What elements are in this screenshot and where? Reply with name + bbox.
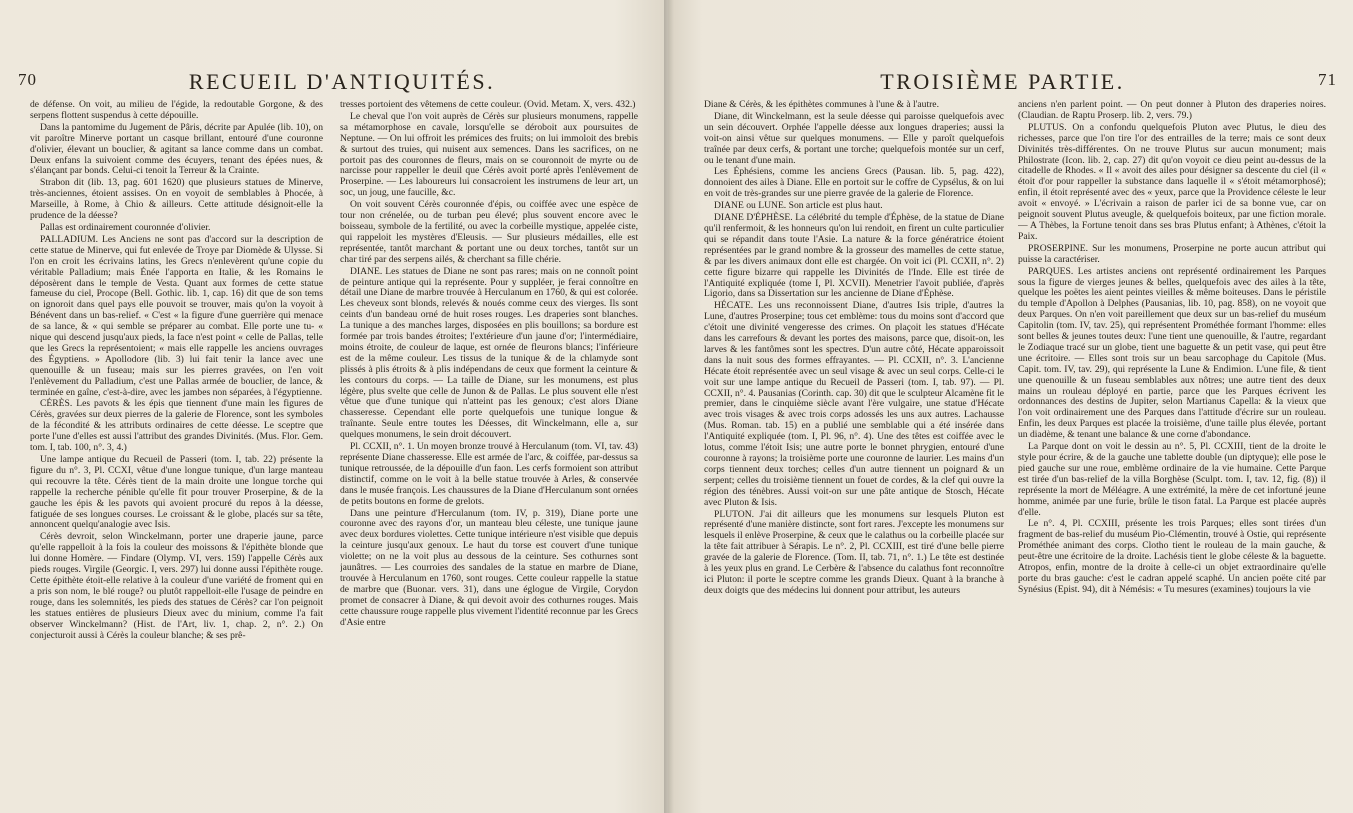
paragraph: de défense. On voit, au milieu de l'égide, la redoutable Gorgone, & des serpens flottent suspendus à cette dépouille. xyxy=(30,100,323,121)
right-page xyxy=(668,0,1353,813)
paragraph: Les Éphésiens, comme les anciens Grecs (Pausan. lib. 5, pag. 422), donnoient des ailes à Diane. Elle en portoit sur le coffre de Cypsélus, & on lui en voit de très-grandes sur une pierre gravée de la galerie de Florence. xyxy=(704,166,1004,200)
running-title: RECUEIL D'ANTIQUITÉS. xyxy=(188,69,496,94)
paragraph: Le cheval que l'on voit auprès de Cérès sur plusieurs monumens, rappelle sa métamorphose en cavale, lorsqu'elle se déroboit aux poursuites de Neptune. — On lui offroit les prémices des fruits; on lui immoloit des brebis & surtout des truies, qui nuisent aux semences. Dans les sacrifices, on ne portoit pas des couronnes de fleurs, mais on se couronnoit de myrte ou de narcisse pour rappeller le deuil que Cérès avoit porté après l'enlèvement de Proserpine. — Les laboureurs lui consacroient les instrumens de leur art, un soc, un joug, une faucille, &c. xyxy=(340,110,638,199)
paragraph: PLUTUS. On a confondu quelquefois Pluton avec Plutus, le dieu des richesses, parce que l'on tire l'or des entrailles de la terre; mais ce sont deux Divinités très-différentes. On ne trouve Plutus sur aucun monument; mais Philostrate (Icon. lib. 2, cap. 27) dit qu'on voyoit ce dieu peint au-dessus de la citadelle de Rhodes. « Il « avoit des ailes pour désigner sa descente du ciel (il « étoit d'or pour rappeller la substance dans laquelle il « s'étoit métamorphosé); enfin, il étoit représenté avec des « yeux, parce que la Providence céleste le leur avoit « envoyé. » L'écrivain a raison de parler ici de sa bonne vue, car on peignoit souvent Plutus aveugle, & quelquefois boiteux, par une fiction morale. — A Thèbes, la Fortune tenoit dans ses bras Plutus enfant; à Athènes, c'étoit la Paix. xyxy=(1018,121,1326,242)
paragraph: La Parque dont on voit le dessin au n°. 5, Pl. CCXIII, tient de la droite le style pour écrire, & de la gauche une tablette double (un diptyque); elle pose le pied gauche sur une roue, emblème ordinaire de la vie humaine. Cette Parque est tirée d'un bas-relief de la villa Borghèse (Sculpt. tom. I, tav. 12, fig. (8)) il représente la mort de Méléagre. A une extrémité, la mère de cet infortuné jeune homme, animée par une furie, brûle le tison fatal. La Parque est placée auprès d'elle. xyxy=(1018,441,1326,518)
paragraph: anciens n'en parlent point. — On peut donner à Pluton des draperies noires. (Claudian. de Raptu Proserp. lib. 2, vers. 79.) xyxy=(1018,100,1326,121)
paragraph: DIANE D'ÉPHÈSE. La célébrité du temple d'Éphèse, de la statue de Diane qu'il renfermoit, & les honneurs qu'on lui rendoit, en firent un culte particulier qui se répandit dans toute l'Asie. La nature & la force génératrice étoient représentées par le grand nombre & la grosseur des mamelles de cette statue, & par les divers animaux dont elle est chargée. On voit ici (Pl. CCXII, n°. 2) cette figure bizarre qui rappelle les Divinités de l'Inde. Elle est tirée de l'Antiquité expliquée (tome I, Pl. XCVII). Menetrier l'avoit publiée, d'après Ligorio, dans sa Dissertation sur les ancienne de Diane d'Éphèse. xyxy=(704,212,1004,300)
page-number: 70 xyxy=(18,70,37,89)
left-column-1 xyxy=(30,100,323,800)
left-page-header xyxy=(18,70,642,100)
left-page xyxy=(0,0,668,813)
paragraph: On voit souvent Cérès couronnée d'épis, ou coiffée avec une espèce de tour non crénelée, ou de turban peu élevé; plus souvent encore avec le boisseau, symbole de la fertilité, ou avec la corbeille mystique, appelée ciste, qui rappeloit les mystères d'Eleusis. — Sur plusieurs médailles, elle est représentée, tantôt marchant & portant une ou deux torches, tantôt sur un char tiré par des serpens ailés, & cherchant sa fille chérie. xyxy=(340,199,638,265)
paragraph: Diane & Cérès, & les épithètes communes à l'une & à l'autre. xyxy=(704,100,939,110)
page-number: 71 xyxy=(1318,70,1337,89)
paragraph: Le n°. 4, Pl. CCXIII, présente les trois Parques; elles sont tirées d'un fragment de bas-relief du muséum Pio-Clémentin, trouvé à Ostie, qui représente Prométhée animant des corps. Clotho tient le rouleau de la main gauche, & peut-être une écritoire de la droite. Lachésis tient le globe céleste & la baguette. Atropos, enfin, montre de la droite à celle-ci un objet extraordinaire qu'elle porte du bras gauche: c'est le cadran appelé scaphé. Un ancien poëte cité par Synésius (Epist. 94), dit à Némésis: « Tu mesures (examines) toujours la vie xyxy=(1018,518,1326,595)
paragraph: Pallas est ordinairement couronnée d'olivier. xyxy=(40,221,211,233)
right-column-1 xyxy=(704,100,1004,800)
paragraph: Dans une peinture d'Herculanum (tom. IV, p. 319), Diane porte une couronne avec des rayons d'or, un manteau bleu céleste, une tunique jaune avec deux bordures violettes. Cette tunique intérieure n'est visible que depuis la ceinture jusqu'aux genoux. Le haut du torse est couvert d'une tunique violette; on ne la voit plus au dessous de la ceinture. Ses cothurnes sont jaunâtres. — Les courroies des sandales de la statue en marbre de Diane, trouvée à Herculanum en 1760, sont rouges. Cette couleur rappelle la statue de marbre que (Buonar. vers. 31), dans une églogue de Virgile, Corydon promet de consacrer à Diane, & qui devoit avoir des cothurnes rouges. Mais cette chaussure rouge rappelle plus vivement l'identité reconnue par les Grecs d'Asie entre xyxy=(340,507,638,628)
paragraph: HÉCATE. Les uns reconnoissent Diane, d'autres Isis triple, d'autres la Lune, d'autres Proserpine; tous cet emblème: tous du moins sont d'accord que c'étoit une divinité vengeresse des crimes. On plaçoit les statues d'Hécate dans les carrefours & devant les portes des maisons, parce que, disoit-on, les larves & les fantômes sont les spectres. D'un autre côté, Hécate apparoissoit dans la nuit sous des formes effrayantes. — Pl. CCXII, n°. 3. L'ancienne Hécate étoit représentée avec un seul visage & avec un seul corps. Celle-ci le voit sur une lampe antique du Recueil de Passeri (tom. I, tab. 97). — Pl. CCXII, n°. 4. Pausanias (Corinth. cap. 30) dit que le sculpteur Alcamène fit le premier, dans le cinquième siècle avant l'ère vulgaire, une statue d'Hécate avec trois visages & avec trois corps adossés les uns aux autres. Lachausse (Mus. Roman. tab. 15) en a publié une semblable qui a été insérée dans l'Antiquité expliquée (tom. I, Pl. 96, n°. 4). Une des têtes est coiffée avec le lotus, comme l'étoit Isis; une autre porte le bonnet phrygien, entouré d'une couronne à rayons; la troisième porte une couronne de laurier. Les mains d'un corps tiennent deux torches; celles d'un autre tiennent un poignard & un serpent; celles du troisième tiennent un fouet de cordes, & la clef qui ouvre la région des ténèbres. Aussi voit-on sur une pâte antique de Stosch, Hécate avec Pluton & Isis. xyxy=(704,300,1004,508)
paragraph: Une lampe antique du Recueil de Passeri (tom. I, tab. 22) présente la figure du n°. 3, Pl. CCXI, vêtue d'une longue tunique, d'un large manteau qui recouvre la tête. Cérès tient de la main droite une longue torche qui rappelle la recherche pénible qu'elle fit pour trouver Proserpine, & de la gauche les épis & les pavots qui avoient procuré du repos à la déesse, fatiguée de ses longues courses. Le croissant & le globe, placés sur sa tête, annoncent quelqu'analogie avec Isis. xyxy=(30,454,323,531)
paragraph: Diane, dit Winckelmann, est la seule déesse qui paroisse quelquefois avec un sein découvert. Orphée l'appelle déesse aux longues draperies; aussi la voit-on ainsi vêtue sur quelques monumens. — Elle y paroît quelquefois traînée par deux cerfs, & portant une torche; quelquefois montée sur un cerf, ou le tenant d'une main. xyxy=(704,110,1004,166)
right-page-header xyxy=(708,70,1337,100)
paragraph: Pl. CCXII, n°. 1. Un moyen bronze trouvé à Herculanum (tom. VI, tav. 43) représente Diane chasseresse. Elle est armée de l'arc, & coiffée, par-dessus sa tunique retroussée, de la dépouille d'un faon. Les cerfs formoient son attribut distinctif, comme on le voit à la belle statue trouvée à Arles, & conservée dans le musée françois. Les chaussures de la Diane d'Herculanum sont ornées de petits boutons en forme de grelots. xyxy=(340,441,638,507)
right-column-2 xyxy=(1018,100,1326,800)
paragraph: Dans la pantomime du Jugement de Pâris, décrite par Apulée (lib. 10), on vit paroître Minerve portant un casque brillant, entouré d'une couronne d'olivier, élevant un bouclier, & agitant sa lance comme dans un combat. Deux enfans la suivoient comme des écuyers, tenant des épées nues, & s'élançant par bonds. Celui-ci tenoit la Terreur & la Crainte. xyxy=(30,121,323,177)
paragraph: tresses portoient des vêtemens de cette couleur. (Ovid. Metam. X, vers. 432.) xyxy=(340,100,636,110)
gutter-shadow xyxy=(664,0,674,813)
paragraph: DIANE. Les statues de Diane ne sont pas rares; mais on ne connoît point de peinture antique qui la représente. Pour y suppléer, je ferai connoître en détail une Diane de marbre trouvée à Herculanum en 1760, & qui est colorée. Les cheveux sont blonds, relevés & noués comme ceux des vierges. Ils sont ceints d'un bandeau orné de huit roses rouges. Les draperies sont blanches. La tunique a des manches larges, disposées en plis bouillons; sa bordure est formée par trois bandes étroites; l'extérieure d'un jaune d'or; l'intermédiaire, moins étroite, de couleur de laque, est ornée de fleurons blancs; l'inférieure est de la même couleur. Les tissus de la tunique & de la chlamyde sont plissés à plis étroits & à plis indépendans de ceux que forment la ceinture & les contours du corps. — La taille de Diane, sur les monumens, est plus légère, plus svelte que celle de Junon & de Pallas. Le plus souvent elle n'est vêtue que d'une tunique qui n'atteint pas les genoux; c'est alors Diane chasseresse. Cependant elle porte quelquefois une tunique longue & traînante. Seule entre toutes les Déesses, dit Winckelmann, elle a, sur quelques monumens, le sein droit découvert. xyxy=(340,265,638,441)
paragraph: PALLADIUM. Les Anciens ne sont pas d'accord sur la description de cette statue de Minerve, qui fut enlevée de Troye par Diomède & Ulysse. Si l'on en croit les écrivains latins, les Grecs n'enlevèrent qu'une copie du véritable Palladium; mais Énée l'apporta en Italie, & les Romains le déposèrent dans le temple de Vesta. Quant aux formes de cette statue fameuse du ciel, Procope (Bell. Gothic. lib. 1, cap. 16) dit que de son tems on ignoroit dans quel pays elle pouvoit se trouver, mais qu'on la voyoit à Bénévent dans un bas-relief. « C'est « la figure d'une guerrière qui menace de sa lance, & « qui semble se préparer au combat. Elle porte une tu- « nique qui descend jusqu'aux pieds, la face n'est point « celle de Pallas, telle que les Grecs la représentoient; « mais elle rappelle les anciens ouvrages des Égyptiens. » Apollodore (lib. 3) lui fait tenir la lance avec une quenouille & un fuseau; mais sur les pierres gravées, on l'en voit l'enlèvement du Palladium, c'est une Pallas armée de bouclier, de lance, & terminée en gaîne, c'est-à-dire, avec les jambes non séparées, à l'égyptienne. xyxy=(30,233,323,398)
paragraph: PROSERPINE. Sur les monumens, Proserpine ne porte aucun attribut qui puisse la caractériser. xyxy=(1018,242,1326,265)
running-title: TROISIÈME PARTIE. xyxy=(880,69,1125,94)
paragraph: CÉRÈS. Les pavots & les épis que tiennent d'une main les figures de Cérès, gravées sur deux pierres de la galerie de Florence, sont les symboles de la fécondité & les attributs ordinaires de cette déesse. Le sceptre que porte l'une d'elles est aussi l'attribut des grandes Divinités. (Mus. Flor. Gem. tom. I, tab. 100, n°. 3, 4.) xyxy=(30,398,323,454)
paragraph: PARQUES. Les artistes anciens ont représenté ordinairement les Parques sous la figure de vierges jeunes & belles, quelquefois avec des ailes à la tête, quelque les poëtes les aient peintes vieilles & même boiteuses. Dans le péristile du temple d'Apollon à Delphes (Pausanias, lib. 10, pag. 858), on ne voyoit que deux Parques. On n'en voit pareillement que deux sur un bas-relief du muséum Capitolin (tom. IV, tav. 25), qui représentent Prométhée formant l'homme: elles sont belles & jeunes toutes deux: l'une tient une quenouille, & l'autre, regardant le Zodiaque tracé sur un globe, tient une baguette & un petit vase, qui peut être une écritoire. — Elles sont trois sur un beau sarcophage du Capitole (Mus. Capit. tom. IV, tav. 29), qui représente la Lune & Endimion. L'une file, & tient une quenouille & un fuseau semblables aux nôtres; une autre tient des deux mains un rouleau déployé en partie, parce que les Parques écrivent les ordonnances des destins de Jupiter, selon Martianus Capella: & la vieux que l'on voit ordinairement une des Parques dans l'attitude d'écrire sur un rouleau. Enfin, les deux Parques est placée la troisième, d'une taille plus élevée, portant un diadème, & tenant une balance & une corne d'abondance. xyxy=(1018,265,1326,441)
left-column-2 xyxy=(340,100,638,800)
paragraph: DIANE ou LUNE. Son article est plus haut. xyxy=(714,200,883,212)
paragraph: PLUTON. J'ai dit ailleurs que les monumens sur lesquels Pluton est représenté d'une manière distincte, sont fort rares. J'excepte les monumens sur lesquels il enlève Proserpine, & ceux que le calathus ou la corbeille placée sur la tête fait attribuer à Sérapis. Le n°. 2, Pl. CCXIII, est tiré d'une belle pierre gravée de la galerie de Florence. (Tom. II, tab. 71, n°. 1.) Le tête est destinée à les yeux plus en grand. Le Cerbère & l'absence du calathus font reconnoître ici Pluton: il porte le sceptre comme les grands Dieux. Quant à la branche à deux doigts que des médecins lui donnent pour attribut, les auteurs xyxy=(704,508,1004,596)
paragraph: Cérès devroit, selon Winckelmann, porter une draperie jaune, parce qu'elle rappelloit à la fois la couleur des moissons & l'épithète blonde que lui donne Homère. — Findare (Olymp. VI, vers. 159) l'appelle Cérès aux pieds rouges. Virgile (Georgic. I, vers. 297) lui donne aussi l'épithète rouge. Cette épithète étoit-elle relative à la couleur d'une variété de froment qui en a pris son nom, le blé rouge? ou plutôt rappelloit-elle l'usage de peindre en rouge, dans les solemnités, les pieds des statues de Cérès? car l'on peignoit les statues entières de plusieurs Dieux avec du minium, comme l'a fait observer Winckelmann? (Hist. de l'Art, liv. 1, chap. 2, n°. 2.) On conjecturoit aussi à Cérès la couleur blanche; & ses prê- xyxy=(30,531,323,641)
paragraph: Strabon dit (lib. 13, pag. 601 1620) que plusieurs statues de Minerve, très-anciennes, étoient assises. On en voyoit de semblables à Phocée, à Marseille, à Rome, à Chio & ailleurs. Cette attitude désignoit-elle la prudence de la déesse? xyxy=(30,177,323,222)
